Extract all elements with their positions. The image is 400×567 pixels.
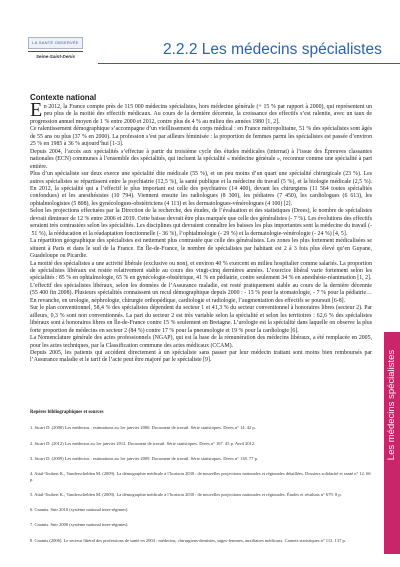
- reference-item: 5. Attal-Toubert K., Vanderschelden M. (2009). La démographie médicale à l’horizon 2030 : de nouvelles projections nationales et régionales. Études et résultats n° 679. 8 p.: [30, 492, 342, 498]
- references-heading: Repères bibliographiques et sources: [30, 410, 104, 415]
- reference-item: 6. Cnamts. Snir 2010 (système national inter-régimes).: [30, 507, 129, 513]
- chapter-side-tab: [384, 332, 400, 554]
- page-title: 2.2.2 Les médecins spécialistes: [163, 41, 382, 58]
- paragraph: Depuis 2004, l’accès aux spécialités s’effectue à partir du troisième cycle des études médicales (internat) à l’issue des Épreuves classantes nationales (ECN) communes à l’ensemble des spécialités, qui incluent la spécialité « médecine générale », reconnue comme une spécialité à part entière.: [30, 148, 372, 170]
- references: [30, 410, 372, 544]
- paragraph-text: n 2012, la France compte près de 115 000 médecins spécialistes, hors médecine générale (+ 15 % par rapport à 2000), qui représentent un peu plus de la moitié des effectifs médicaux. Au cours de la dernière décennie, la croissance des effectifs s’est ralentie, avec un taux de progression annuel moyen de 1 % entre 2000 et 2012, contre plus de 4 % au milieu des années 1980 [1, 2].: [30, 104, 372, 125]
- paragraph: Selon les projections effectuées par la Direction de la recherche, des études, de l’évaluation et des statistiques (Drees), le nombre de spécialistes devrait diminuer de 12 % entre 2006 et 2019. Cette baisse devrait être plus marquée que celle des généralistes (- 7 %). Les évolutions des effectifs seraient très contrastées selon les spécialités. Les disciplines qui devraient connaître les baisses les plus importantes sont la médecine du travail (- 51 %), la rééducation et la réadaptation fonctionnelle (- 36 %), l’ophtalmologie (- 29 %) et la dermatologie-vénérologie (- 24 %) [4, 5].: [30, 208, 372, 237]
- logo-frame: [28, 37, 83, 49]
- paragraph: Depuis 2005, les patients qui accèdent directement à un spécialiste sans passer par leur médecin traitant sont moins bien remboursés par l’Assurance maladie et le tarif de l’acte peut être majoré par le spécialiste [9].: [30, 349, 372, 364]
- title-underline: [98, 63, 400, 64]
- logo-territory: Seine-Saint-Denis: [35, 54, 76, 59]
- logo: [28, 37, 83, 64]
- section-heading: Contexte national: [30, 93, 97, 102]
- reference-item: 8. Cnamts (2006). Le secteur libéral des professions de santé en 2004 : médecins, chirurgiens-dentistes, sages-femmes, auxiliaires médicaux. Carnets statistiques n° 112. 137 p.: [30, 537, 346, 543]
- paragraph: La Nomenclature générale des actes professionnels (NGAP), qui est la base de la rémunération des médecins libéraux, a été remplacée en 2005, pour les actes techniques, par la Classification commune des actes médicaux (CCAM).: [30, 335, 372, 349]
- references-list: [30, 425, 372, 543]
- paragraph: Sur le plan conventionnel, 58,4 % des spécialistes dépendent du secteur 1 et 41,3 % du secteur conventionnel à honoraires libres (secteur 2). Par ailleurs, 0,3 % sont non conventionnés. La part du secteur 2 est très variable selon la spécialité et selon les territoires : 62,6 % des spécialistes libéraux sont à honoraires libres en Île-de-France contre 15 % seulement en Bretagne. L’urologie est la spécialité dans laquelle on observe la plus forte proportion de médecins en secteur 2 (84 %) contre 17 % pour la pneumologie et 19 % pour la cardiologie [6].: [30, 305, 372, 334]
- paragraph: La moitié des spécialistes a une activité libérale (exclusive ou non), et environ 40 % exercent en milieu hospitalier comme salariés. La proportion de spécialistes libéraux est restée relativement stable au cours des vingt-cinq dernières années. L’exercice libéral varie fortement selon les spécialités : 85 % en ophtalmologie, 65 % en gynécologie-obstétrique, 41 % en pédiatrie, contre seulement 34 % en anesthésie-réanimation [1, 2].: [30, 260, 372, 282]
- paragraph: [30, 99, 372, 126]
- reference-item: 4. Attal-Toubert K., Vanderschelden M. (2009). La démographie médicale à l’horizon 2030 : de nouvelles projections nationales et régionales détaillées. Dossiers solidarité et santé n° 12. 66 p.: [30, 470, 371, 482]
- reference-item: 7. Cnamts. Snir 2000 (système national inter-régimes).: [30, 522, 129, 528]
- reference-item: 1. Sicart D. (2000) Les médecins : estimations au 1er janvier 2000. Document de travail. Série statistiques. Drees n° 14. 42 p.: [30, 425, 256, 431]
- paragraph: La répartition géographique des spécialistes est nettement plus contrastée que celle des généralistes. Les zones les plus fortement médicalisées se situent à Paris et dans le sud de la France. En Île-de-France, le nombre de spécialistes par habitant est 2 à 3 fois plus élevé qu’en Guyane, Guadeloupe ou Picardie.: [30, 238, 372, 260]
- paragraph: Plus d’un spécialiste sur deux exerce une spécialité dite médicale (55 %), et un peu moins d’un quart une spécialité chirurgicale (23 %). Les autres spécialistes se répartissent entre la psychiatrie (12,5 %), la santé publique et la médecine du travail (5 %), et la biologie médicale (2,5 %). En 2012, la spécialité qui a l’effectif le plus important est celle des psychiatres (14 400), devant les chirurgiens (11 564 toutes spécialités confondues) et les anesthésistes (10 794). Viennent ensuite les radiologues (8 300), les pédiatres (7 450), les cardiologues (6 613), les ophtalmologistes (5 808), les gynécologues-obstétriciens (4 113) et les dermatologues-vénérologues (4 100) [2].: [30, 171, 372, 207]
- reference-item: 2. Sicart D. (2012) Les médecins au 1er janvier 2012. Document de travail. Série statistiques. Drees n° 167. 45 p. Avril 2012.: [30, 440, 256, 446]
- drop-cap: E: [30, 99, 43, 121]
- paragraph: Ce ralentissement démographique s’accompagne d’un vieillissement du corps médical : en France métropolitaine, 51 % des spécialistes sont âgés de 55 ans ou plus (37 % en 2000). La profession s’est par ailleurs féminisée : la proportion de femmes parmi les spécialistes est passée d’environ 25 % en 1985 à 36 % aujourd’hui [1-3].: [30, 126, 372, 148]
- reference-item: 3. Sicart D. (2009) Les médecins : estimations au 1er janvier 2009. Document de travail. Série statistiques. Drees n° 138. 77 p.: [30, 455, 258, 461]
- side-tab-label: Les médecins spécialistes: [386, 349, 397, 461]
- paragraph: L’effectif des spécialistes libéraux, selon les données de l’Assurance maladie, est resté pratiquement stable au cours de la dernière décennie (55 400 fin 2008). Plusieurs spécialités connaissent un recul démographique depuis 2000 : - 13 % pour la stomatologie, - 7 % pour la pédiatrie… En revanche, en urologie, néphrologie, chirurgie orthopédique, cardiologie et radiologie, l’augmentation des effectifs se poursuit [6-8].: [30, 282, 372, 304]
- body-text: [30, 99, 372, 365]
- logo-divider: [28, 51, 83, 52]
- logo-name: LA SANTÉ OBSERVÉE: [32, 40, 79, 45]
